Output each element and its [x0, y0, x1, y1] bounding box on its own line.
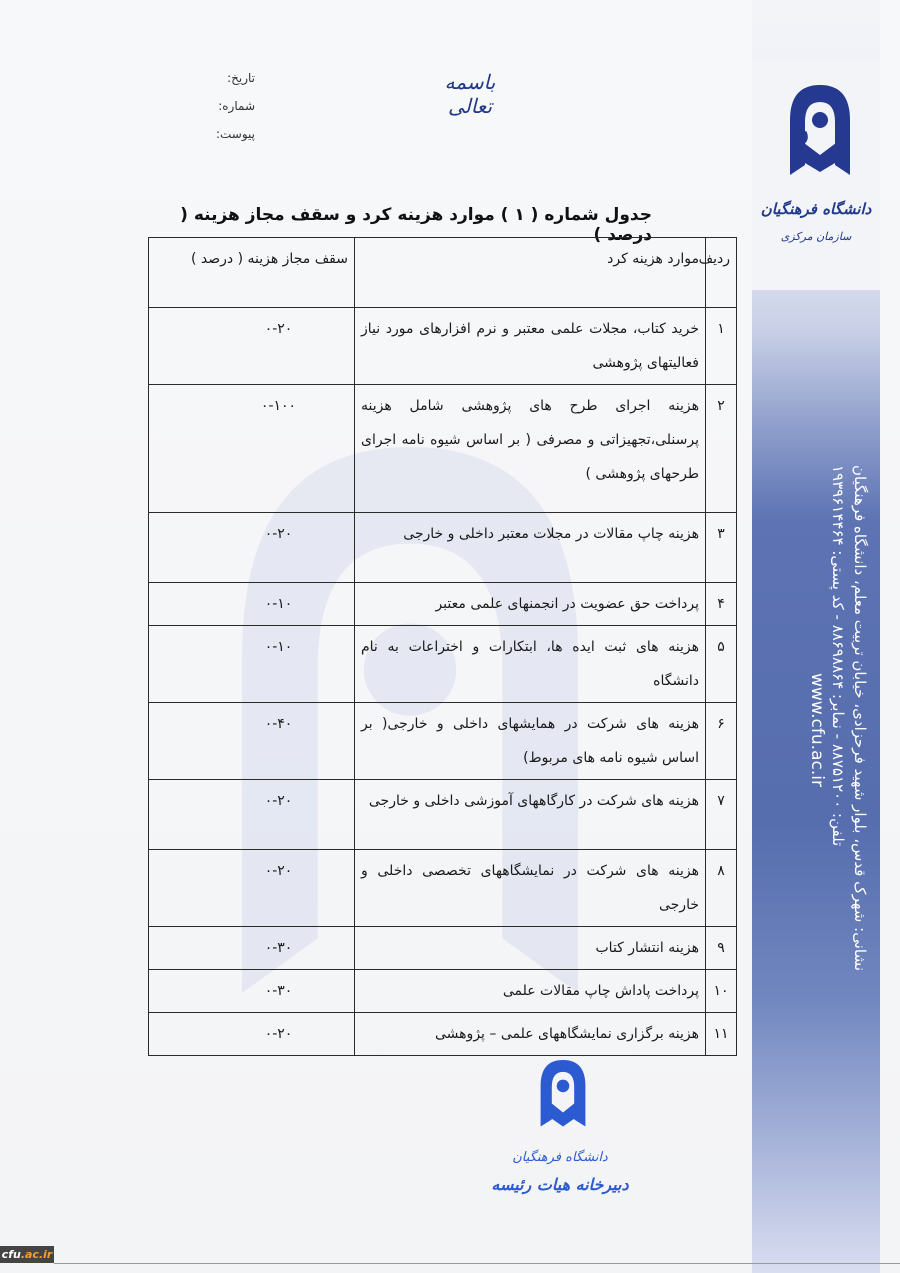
expense-table: [152, 237, 737, 1042]
organization-unit: سازمان مرکزی: [780, 230, 852, 243]
site-badge[interactable]: [0, 1246, 54, 1263]
row-item: هزینه چاپ مقالات در مجلات معتبر داخلی و خارجی: [355, 513, 706, 583]
row-cap: ۰-۲۰: [149, 1013, 355, 1056]
table-row: [149, 308, 737, 385]
row-index: ۵: [706, 626, 737, 703]
row-index: ۱۰: [706, 970, 737, 1013]
table-row: [149, 626, 737, 703]
row-index: ۶: [706, 703, 737, 780]
stamp-logo-icon: [528, 1055, 598, 1135]
row-cap: ۰-۳۰: [149, 970, 355, 1013]
address-line: نشانی: شهرک قدس، بلوار شهید فرحزادی، خیابان تربیت معلم، دانشگاه فرهنگیان: [851, 465, 869, 971]
site-badge-accent: .ac.ir: [20, 1248, 53, 1261]
date-label: تاریخ:: [227, 71, 255, 85]
header-index: ردیف: [706, 238, 737, 308]
row-item: پرداخت حق عضویت در انجمنهای علمی معتبر: [355, 583, 706, 626]
table-title: جدول شماره ( ۱ ) موارد هزینه کرد و سقف مجاز هزینه ( درصد ): [180, 205, 652, 245]
table-row: [149, 703, 737, 780]
row-index: ۳: [706, 513, 737, 583]
row-cap: ۰-۱۰۰: [149, 385, 355, 513]
stamp-office-name: دبیرخانه هیات رئیسه: [491, 1175, 629, 1194]
contact-line: تلفن: ۸۸۷۵۱۲۰۰ - نمابر: ۸۸۶۹۸۸۶۴ - کد پستی: ۱۹۳۹۶۱۴۴۶۴: [829, 465, 847, 847]
site-badge-main: cfu: [1, 1248, 21, 1261]
table-row: [149, 583, 737, 626]
university-logo-icon: [770, 80, 870, 180]
stamp-university-name: دانشگاه فرهنگیان: [512, 1150, 608, 1165]
header-item: موارد هزینه کرد: [355, 238, 706, 308]
row-cap: ۰-۲۰: [149, 513, 355, 583]
row-index: ۲: [706, 385, 737, 513]
table-header-row: [149, 238, 737, 308]
row-index: ۴: [706, 583, 737, 626]
row-cap: ۰-۲۰: [149, 308, 355, 385]
university-name: دانشگاه فرهنگیان: [760, 200, 872, 218]
row-cap: ۰-۲۰: [149, 780, 355, 850]
website-link[interactable]: www.cfu.ac.ir: [807, 673, 827, 787]
row-index: ۱: [706, 308, 737, 385]
row-item: خرید کتاب، مجلات علمی معتبر و نرم افزارهای مورد نیاز فعالیتهای پژوهشی: [355, 308, 706, 385]
table-row: [149, 780, 737, 850]
header-cap: سقف مجاز هزینه ( درصد ): [149, 238, 355, 308]
row-index: ۷: [706, 780, 737, 850]
table-row: [149, 1013, 737, 1056]
row-cap: ۰-۱۰: [149, 626, 355, 703]
row-item: پرداخت پاداش چاپ مقالات علمی: [355, 970, 706, 1013]
table-row: [149, 927, 737, 970]
contact-info: [805, 465, 869, 971]
row-item: هزینه های شرکت در همایشهای داخلی و خارجی( بر اساس شیوه نامه های مربوط): [355, 703, 706, 780]
letter-meta: [190, 64, 255, 148]
table-row: [149, 970, 737, 1013]
footer-rule: [54, 1263, 900, 1264]
row-index: ۱۱: [706, 1013, 737, 1056]
row-item: هزینه های ثبت ایده ها، ابتکارات و اختراعات به نام دانشگاه: [355, 626, 706, 703]
table-row: [149, 385, 737, 513]
row-cap: ۰-۱۰: [149, 583, 355, 626]
table-row: [149, 513, 737, 583]
row-item: هزینه انتشار کتاب: [355, 927, 706, 970]
row-item: هزینه اجرای طرح های پژوهشی شامل هزینه پرسنلی،تجهیزاتی و مصرفی ( بر اساس شیوه نامه اجرای طرحهای پژوهشی ): [355, 385, 706, 513]
row-item: هزینه های شرکت در نمایشگاههای تخصصی داخلی و خارجی: [355, 850, 706, 927]
basmala-heading: باسمه تعالی: [444, 70, 496, 118]
row-index: ۹: [706, 927, 737, 970]
row-index: ۸: [706, 850, 737, 927]
row-cap: ۰-۲۰: [149, 850, 355, 927]
row-item: هزینه های شرکت در کارگاههای آموزشی داخلی و خارجی: [355, 780, 706, 850]
table-row: [149, 850, 737, 927]
number-label: شماره:: [218, 99, 255, 113]
row-cap: ۰-۴۰: [149, 703, 355, 780]
attachment-label: پیوست:: [215, 127, 255, 141]
row-item: هزینه برگزاری نمایشگاههای علمی – پژوهشی: [355, 1013, 706, 1056]
row-cap: ۰-۳۰: [149, 927, 355, 970]
